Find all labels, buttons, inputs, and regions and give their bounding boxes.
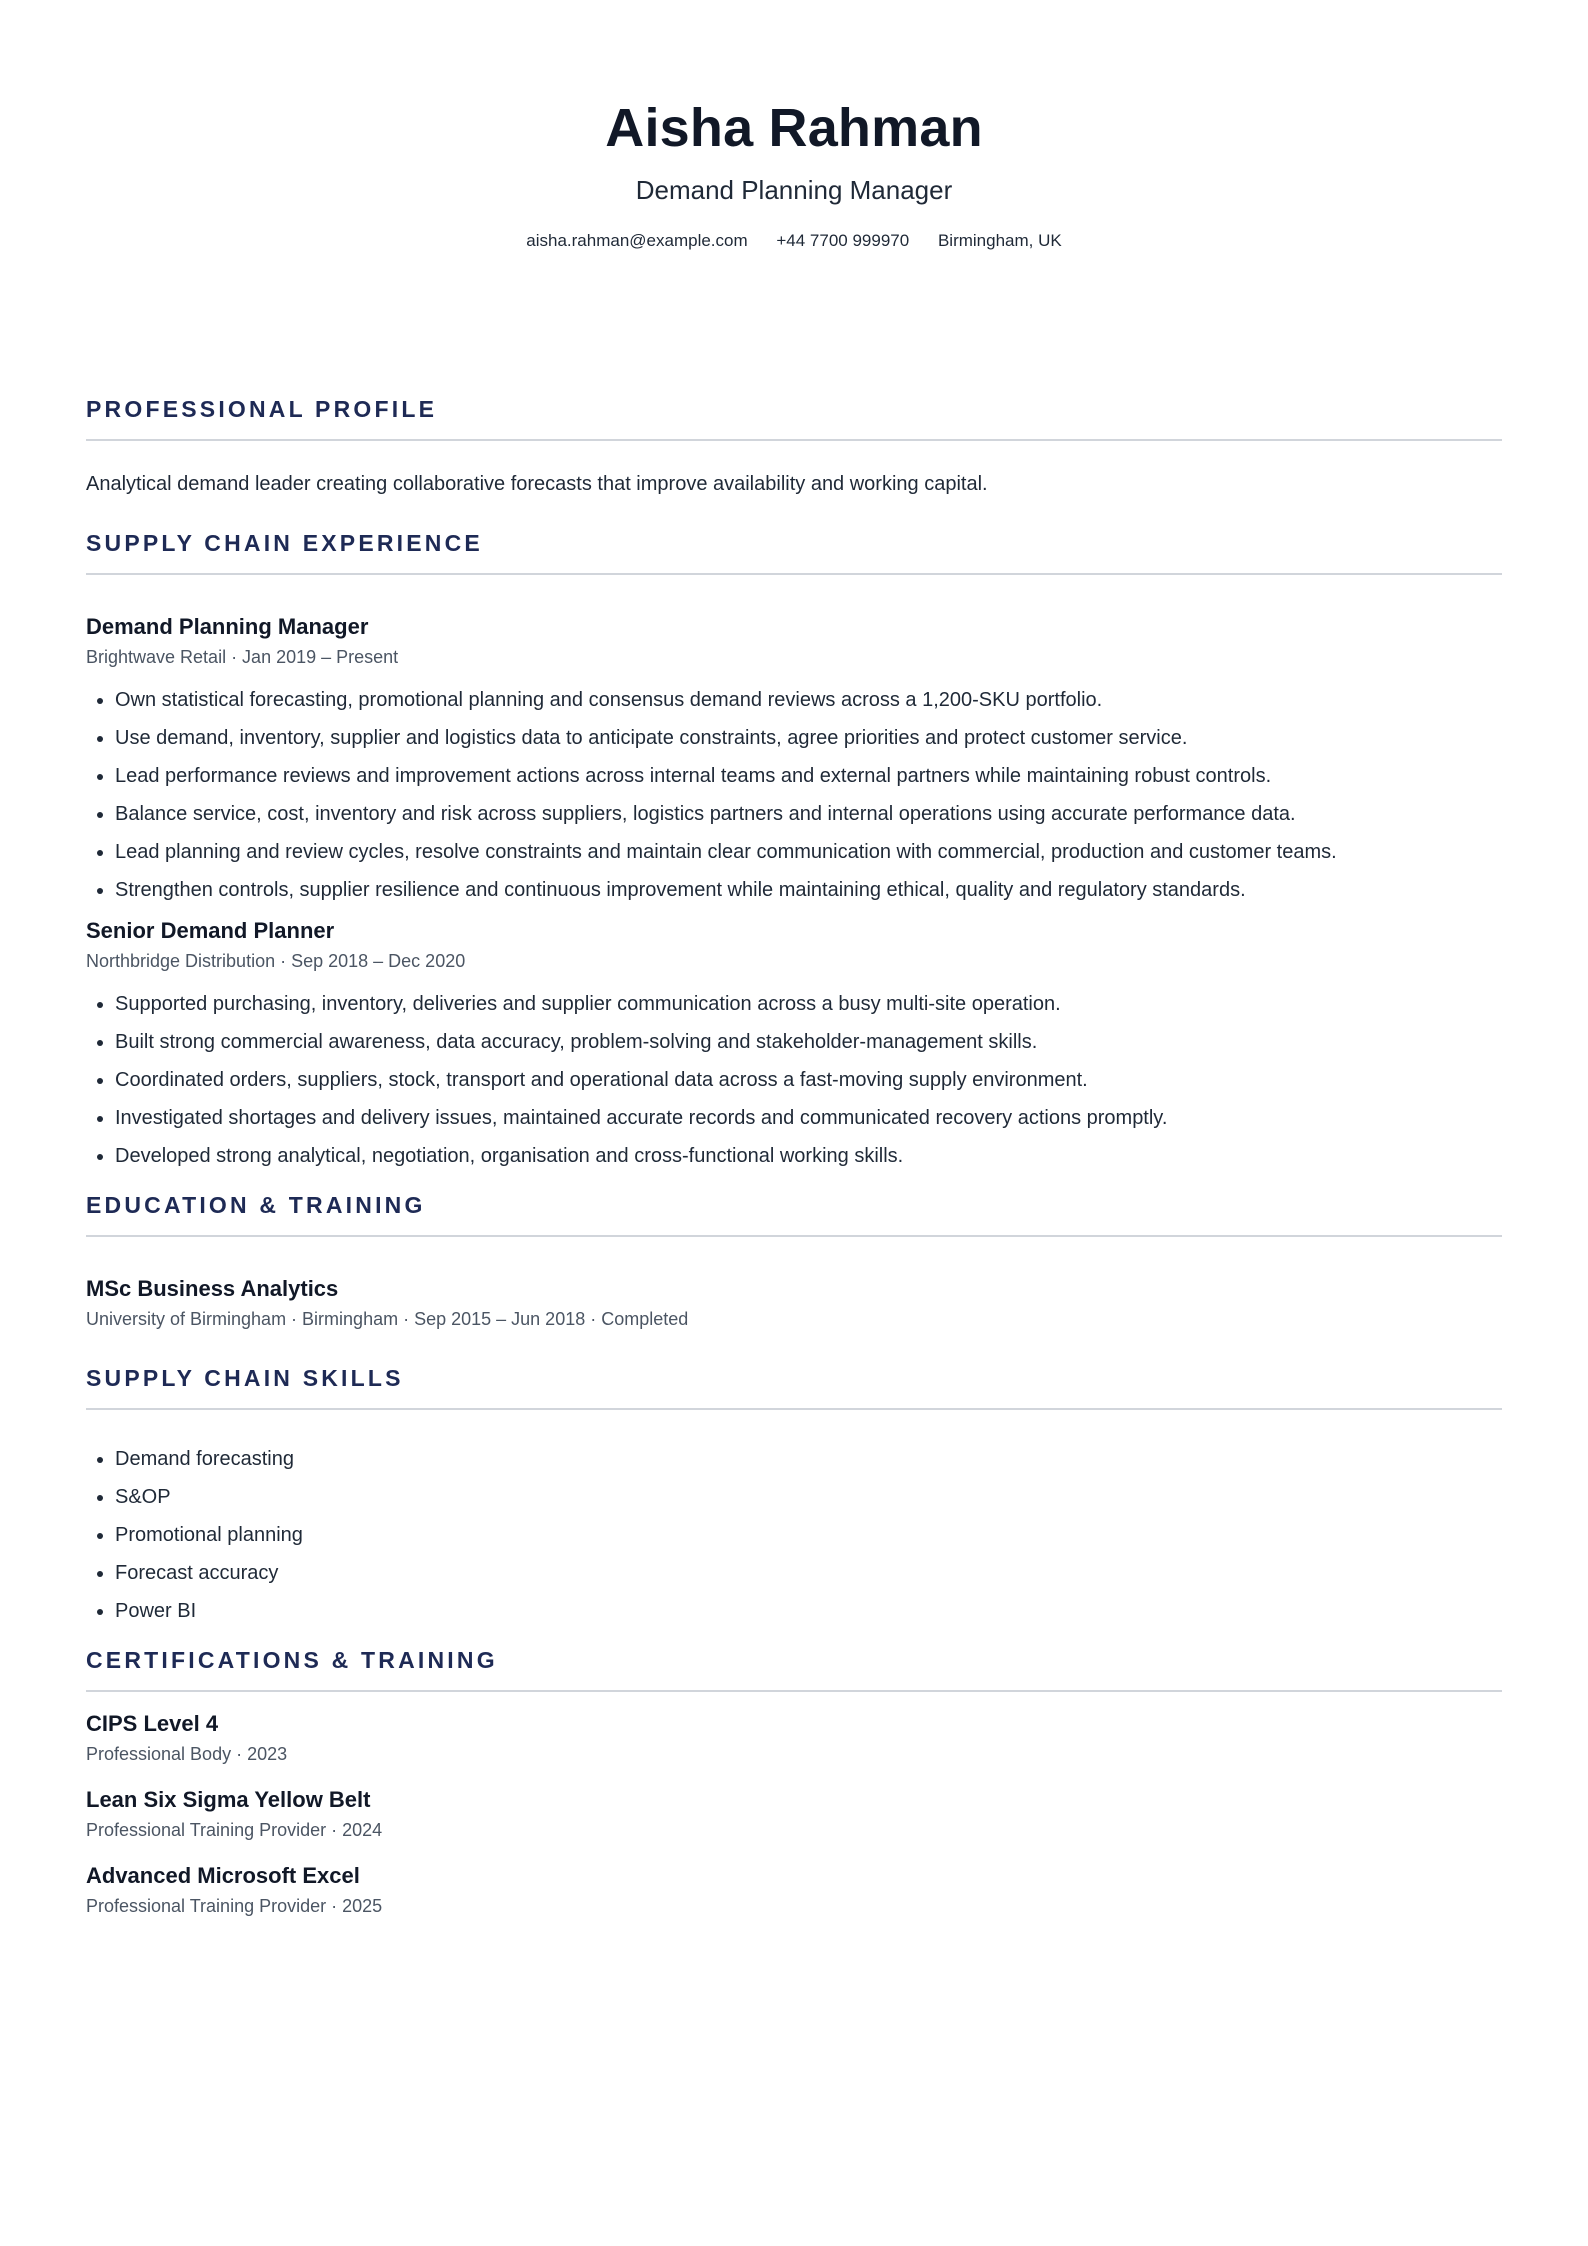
list-item: • Forecast accuracy: [115, 1560, 1502, 1586]
list-item: • Coordinated orders, suppliers, stock, transport and operational data across a fast-moving supply environment.: [115, 1067, 1502, 1093]
degree-meta: University of Birmingham · Birmingham · Sep 2015 – Jun 2018 · Completed: [86, 1309, 689, 1329]
job-bullets: [86, 991, 1502, 1169]
job-entry: [86, 917, 1502, 1169]
list-item: • Power BI: [115, 1598, 1502, 1624]
list-item: • Supported purchasing, inventory, deliveries and supplier communication across a busy multi-site operation.: [115, 991, 1502, 1017]
contact-location: Birmingham, UK: [937, 231, 1062, 250]
profile-summary: Analytical demand leader creating collaborative forecasts that improve availability and working capital.: [86, 473, 988, 495]
degree-title: MSc Business Analytics: [86, 1276, 339, 1301]
job-meta: Brightwave Retail · Jan 2019 – Present: [86, 647, 399, 667]
list-item: • Lead planning and review cycles, resolve constraints and maintain clear communication with commercial, production and customer teams.: [115, 839, 1502, 865]
list-item: • Lead performance reviews and improvement actions across internal teams and external partners while maintaining robust controls.: [115, 763, 1502, 789]
section-profile: [86, 395, 1502, 497]
job-entry: [86, 613, 1502, 903]
certification-title: Lean Six Sigma Yellow Belt: [86, 1787, 371, 1812]
list-item: • S&OP: [115, 1484, 1502, 1510]
candidate-title: Demand Planning Manager: [635, 175, 953, 205]
section-divider: [86, 1408, 1502, 1410]
section-certifications: [86, 1646, 1502, 1918]
contact-phone: +44 7700 999970: [776, 231, 910, 250]
list-item: • Investigated shortages and delivery issues, maintained accurate records and communicated recovery actions promptly.: [115, 1105, 1502, 1131]
certification-entry: [86, 1862, 1502, 1918]
section-divider: [86, 1690, 1502, 1692]
certification-title: Advanced Microsoft Excel: [86, 1863, 360, 1888]
certification-entry: [86, 1710, 1502, 1766]
list-item: • Strengthen controls, supplier resilience and continuous improvement while maintaining ethical, quality and regulatory standards.: [115, 877, 1502, 903]
section-education: [86, 1191, 1502, 1331]
section-heading-experience: SUPPLY CHAIN EXPERIENCE: [86, 530, 483, 556]
skills-list: [86, 1446, 1502, 1624]
job-title: Senior Demand Planner: [86, 918, 335, 943]
list-item: • Use demand, inventory, supplier and logistics data to anticipate constraints, agree priorities and protect customer service.: [115, 725, 1502, 751]
education-entry: [86, 1275, 1502, 1331]
certification-entry: [86, 1786, 1502, 1842]
job-bullets: [86, 687, 1502, 903]
section-heading-certifications: CERTIFICATIONS & TRAINING: [86, 1647, 498, 1673]
section-skills: [86, 1364, 1502, 1624]
job-title: Demand Planning Manager: [86, 614, 369, 639]
list-item: • Own statistical forecasting, promotional planning and consensus demand reviews across a 1,200-SKU portfolio.: [115, 687, 1502, 713]
resume-header: [86, 0, 1502, 252]
certification-meta: Professional Body · 2023: [86, 1744, 288, 1764]
section-divider: [86, 573, 1502, 575]
certification-meta: Professional Training Provider · 2024: [86, 1820, 383, 1840]
section-divider: [86, 1235, 1502, 1237]
list-item: • Demand forecasting: [115, 1446, 1502, 1472]
contact-email: aisha.rahman@example.com: [526, 231, 748, 250]
section-divider: [86, 439, 1502, 441]
candidate-name: Aisha Rahman: [605, 98, 983, 158]
section-heading-skills: SUPPLY CHAIN SKILLS: [86, 1365, 404, 1391]
section-heading-education: EDUCATION & TRAINING: [86, 1192, 426, 1218]
section-experience: [86, 529, 1502, 1169]
list-item: • Developed strong analytical, negotiation, organisation and cross-functional working skills.: [115, 1143, 1502, 1169]
certification-title: CIPS Level 4: [86, 1711, 219, 1736]
certification-meta: Professional Training Provider · 2025: [86, 1896, 383, 1916]
list-item: • Promotional planning: [115, 1522, 1502, 1548]
list-item: • Built strong commercial awareness, data accuracy, problem-solving and stakeholder-management skills.: [115, 1029, 1502, 1055]
list-item: • Balance service, cost, inventory and risk across suppliers, logistics partners and internal operations using accurate performance data.: [115, 801, 1502, 827]
contact-line: [86, 230, 1502, 252]
section-heading-profile: PROFESSIONAL PROFILE: [86, 396, 438, 422]
job-meta: Northbridge Distribution · Sep 2018 – Dec 2020: [86, 951, 466, 971]
